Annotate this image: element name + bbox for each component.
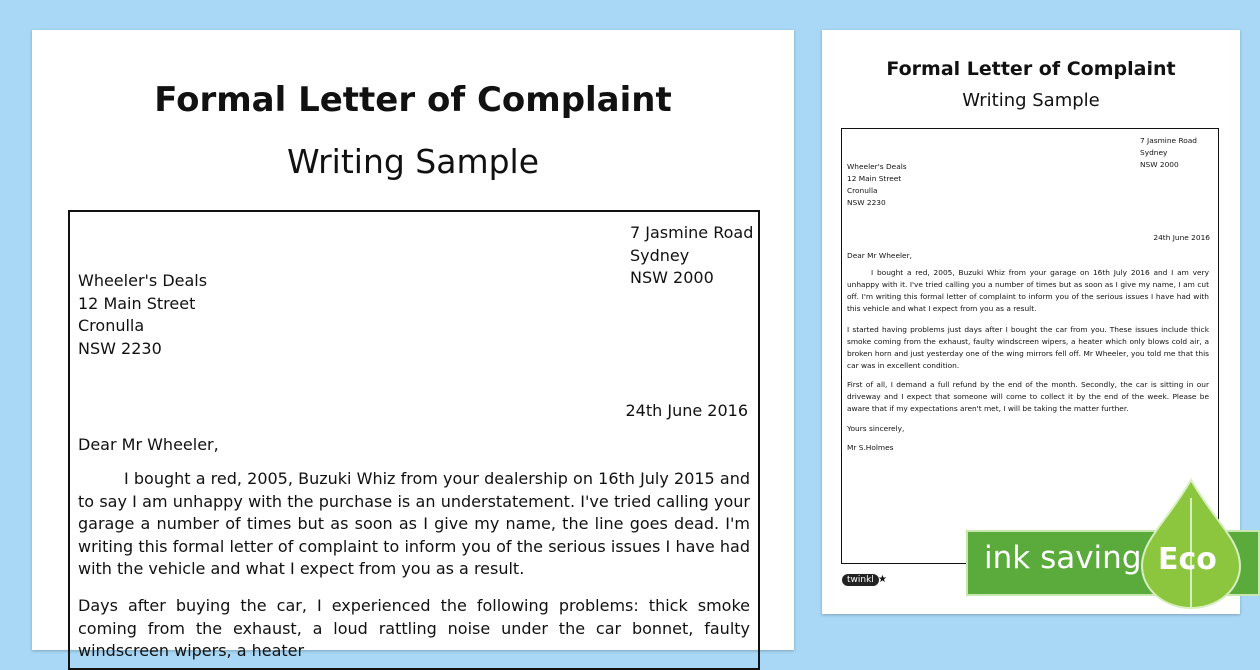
signature: Mr S.Holmes bbox=[847, 443, 894, 452]
letter-box bbox=[68, 210, 760, 670]
page-title: Formal Letter of Complaint bbox=[154, 80, 672, 120]
recipient-address bbox=[78, 270, 207, 360]
recipient-line: 12 Main Street bbox=[847, 174, 902, 183]
recipient-line: NSW 2230 bbox=[847, 198, 886, 207]
body-paragraph: I bought a red, 2005, Buzuki Whiz from your dealership on 16th July 2015 and to say I am unhappy with the purchase is an understatement. I've tried calling your garage a number of times but as soon as I give my name, the line goes dead. I'm writing this formal letter of complaint to inform you of the serious issues I have had with the vehicle and what I expect from you as a result. bbox=[78, 469, 750, 578]
recipient-address bbox=[847, 161, 907, 209]
recipient-line: 12 Main Street bbox=[78, 293, 196, 313]
body-paragraph: I bought a red, 2005, Buzuki Whiz from your garage on 16th July 2016 and I am very unhappy with it. I've tried calling you a number of times but as soon as I give my name, I am cut off. I'm writing this formal letter of complaint to inform you of the serious issues I have had with this vehicle and what I expect from you as a result. bbox=[847, 268, 1209, 313]
closing: Yours sincerely, bbox=[847, 424, 905, 433]
ink-saving-label: ink saving bbox=[984, 540, 1142, 576]
eco-label: Eco bbox=[1158, 542, 1217, 577]
page-title: Formal Letter of Complaint bbox=[886, 58, 1176, 80]
sender-line: NSW 2000 bbox=[1140, 160, 1179, 169]
twinkl-logo: twinkl bbox=[842, 574, 879, 586]
recipient-line: Cronulla bbox=[847, 186, 878, 195]
sender-line: 7 Jasmine Road bbox=[1140, 136, 1197, 145]
recipient-line: Cronulla bbox=[78, 316, 145, 335]
star-icon: ★ bbox=[878, 574, 887, 585]
page-subtitle: Writing Sample bbox=[286, 142, 540, 181]
salutation: Dear Mr Wheeler, bbox=[78, 435, 219, 454]
letter-date: 24th June 2016 bbox=[1153, 233, 1210, 242]
recipient-line: Wheeler's Deals bbox=[78, 271, 208, 290]
sender-line: NSW 2000 bbox=[630, 268, 714, 287]
letter-page-large bbox=[32, 30, 794, 660]
body-paragraph: I started having problems just days after I bought the car from you. These issues include thick smoke coming from the exhaust, faulty windscreen wipers, a heater which only blows cold air, a broken horn and just yesterday one of the wing mirrors fell off. Mr Wheeler, you told me that this car was in excellent condition. bbox=[847, 325, 1209, 370]
recipient-line: NSW 2230 bbox=[78, 338, 162, 358]
body-paragraph: Days after buying the car, I experienced the following problems: thick smoke coming from the exhaust, a loud rattling noise under the car bonnet, faulty windscreen wipers, a heater bbox=[78, 596, 750, 660]
salutation: Dear Mr Wheeler, bbox=[847, 251, 912, 260]
letter-date: 24th June 2016 bbox=[625, 401, 748, 420]
sender-address bbox=[1140, 135, 1197, 171]
page-subtitle: Writing Sample bbox=[962, 90, 1100, 111]
sender-line: Sydney bbox=[630, 245, 690, 265]
body-paragraph: First of all, I demand a full refund by the end of the month. Secondly, the car is sitting in our driveway and I expect that someone will come to collect it by the end of the week. Please be aware that if my expectations aren't met, I will be taking the matter further. bbox=[847, 380, 1209, 413]
recipient-line: Wheeler's Deals bbox=[847, 162, 907, 171]
sender-line: Sydney bbox=[1140, 148, 1168, 157]
sender-address bbox=[630, 222, 753, 290]
sender-line: 7 Jasmine Road bbox=[630, 223, 754, 242]
eco-badge bbox=[966, 478, 1260, 608]
